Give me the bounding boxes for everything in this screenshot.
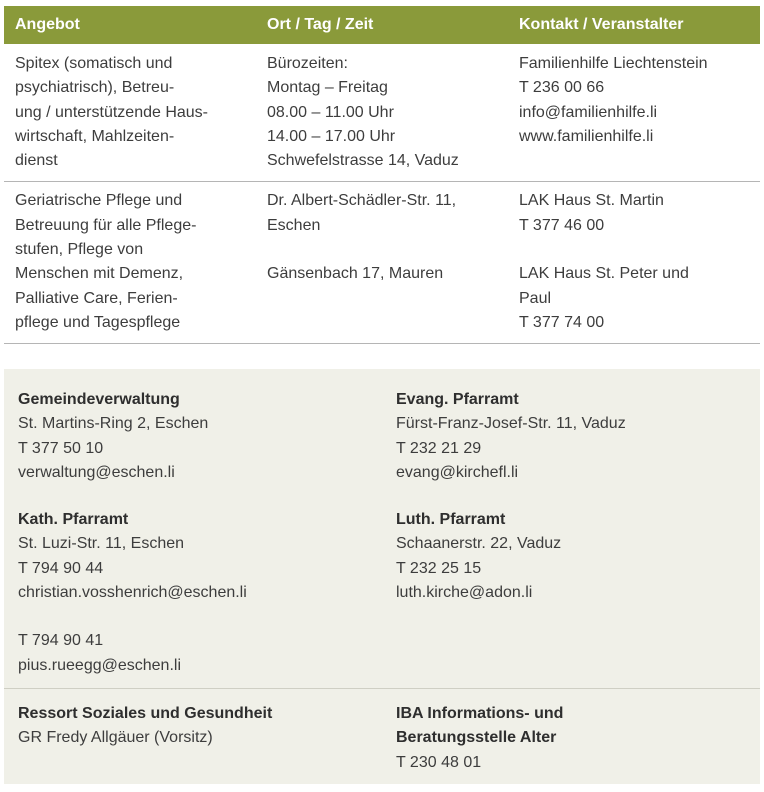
email-link[interactable]: pius.rueegg@eschen.li xyxy=(18,656,182,674)
contact-evang xyxy=(396,388,626,485)
cell-line: stufen, Pflege von xyxy=(15,241,144,259)
email-link[interactable]: info@familienhilfe.li xyxy=(519,103,658,121)
cell-line: Palliative Care, Ferien- xyxy=(15,289,178,307)
cell-line: Montag – Freitag xyxy=(267,79,388,97)
cell-kontakt xyxy=(508,189,760,335)
contact-gemeinde xyxy=(18,388,208,485)
website-link[interactable]: www.familienhilfe.li xyxy=(519,127,654,145)
cell-line: Spitex (somatisch und xyxy=(15,55,173,72)
email-link[interactable]: evang@kirchefl.li xyxy=(396,463,519,481)
contact-line: T 377 50 10 xyxy=(18,439,104,457)
contact-line: St. Luzi-Str. 11, Eschen xyxy=(18,535,185,553)
table-row xyxy=(4,44,760,182)
cell-line: Geriatrische Pflege und xyxy=(15,192,183,210)
cell-line: psychiatrisch), Betreu- xyxy=(15,79,175,97)
spacer xyxy=(18,605,247,629)
cell-line: Schwefelstrasse 14, Vaduz xyxy=(267,152,459,170)
cell-line: Eschen xyxy=(267,216,321,234)
contacts-section xyxy=(4,369,760,689)
header-ort: Ort / Tag / Zeit xyxy=(267,16,374,33)
cell-ort xyxy=(256,52,508,173)
cell-line: Betreuung für alle Pflege- xyxy=(15,216,197,234)
contact-title: Evang. Pfarramt xyxy=(396,391,519,408)
cell-line: Bürozeiten: xyxy=(267,55,348,72)
contact-line: T 232 21 29 xyxy=(396,439,482,457)
table-header xyxy=(4,6,760,44)
cell-line: LAK Haus St. Martin xyxy=(519,192,664,210)
header-kontakt: Kontakt / Veranstalter xyxy=(519,16,684,33)
contact-title: IBA Informations- und xyxy=(396,705,564,722)
cell-line: Dr. Albert-Schädler-Str. 11, xyxy=(267,192,457,210)
cell-line: LAK Haus St. Peter und xyxy=(519,265,689,283)
email-link[interactable]: luth.kirche@adon.li xyxy=(396,583,533,601)
contact-title: Beratungsstelle Alter xyxy=(396,729,557,747)
cell-line: Paul xyxy=(519,289,552,307)
cell-line: T 236 00 66 xyxy=(519,79,605,97)
contact-line: Fürst-Franz-Josef-Str. 11, Vaduz xyxy=(396,415,626,433)
cell-line: Gänsenbach 17, Mauren xyxy=(267,265,444,283)
contact-kath xyxy=(18,508,247,678)
contacts-section xyxy=(4,690,760,784)
contact-line: Schaanerstr. 22, Vaduz xyxy=(396,535,562,553)
cell-line: pflege und Tagespflege xyxy=(15,313,181,331)
contact-line: T 232 25 15 xyxy=(396,559,482,577)
contact-line: St. Martins-Ring 2, Eschen xyxy=(18,415,209,433)
cell-line: wirtschaft, Mahlzeiten- xyxy=(15,127,175,145)
email-link[interactable]: christian.vosshenrich@eschen.li xyxy=(18,583,247,601)
cell-angebot xyxy=(4,189,256,335)
email-link[interactable]: verwaltung@eschen.li xyxy=(18,463,175,481)
contact-ressort xyxy=(18,702,272,751)
contact-title: Luth. Pfarramt xyxy=(396,511,506,528)
contact-line: T 230 48 01 xyxy=(396,753,482,771)
cell-kontakt xyxy=(508,52,760,173)
contact-luth xyxy=(396,508,561,605)
cell-line: T 377 74 00 xyxy=(519,313,605,331)
contact-line: T 794 90 41 xyxy=(18,632,104,650)
header-angebot: Angebot xyxy=(15,16,80,33)
contact-title: Ressort Soziales und Gesundheit xyxy=(18,705,273,722)
cell-line: Menschen mit Demenz, xyxy=(15,265,184,283)
offer-table xyxy=(4,6,760,344)
cell-ort xyxy=(256,189,508,335)
cell-line: T 377 46 00 xyxy=(519,216,605,234)
table-row xyxy=(4,182,760,344)
cell-line: 08.00 – 11.00 Uhr xyxy=(267,103,394,121)
contact-iba xyxy=(396,702,563,775)
contact-title: Gemeindeverwaltung xyxy=(18,391,180,408)
spacer xyxy=(267,238,508,262)
contacts-box xyxy=(4,369,760,784)
cell-line: Familienhilfe Liechtenstein xyxy=(519,55,708,72)
contact-line: T 794 90 44 xyxy=(18,559,104,577)
cell-angebot xyxy=(4,52,256,173)
cell-line: ung / unterstützende Haus- xyxy=(15,103,209,121)
contact-line: GR Fredy Allgäuer (Vorsitz) xyxy=(18,729,213,747)
contact-title: Kath. Pfarramt xyxy=(18,511,129,528)
cell-line: 14.00 – 17.00 Uhr xyxy=(267,127,396,145)
cell-line: dienst xyxy=(15,152,58,170)
spacer xyxy=(519,238,760,262)
